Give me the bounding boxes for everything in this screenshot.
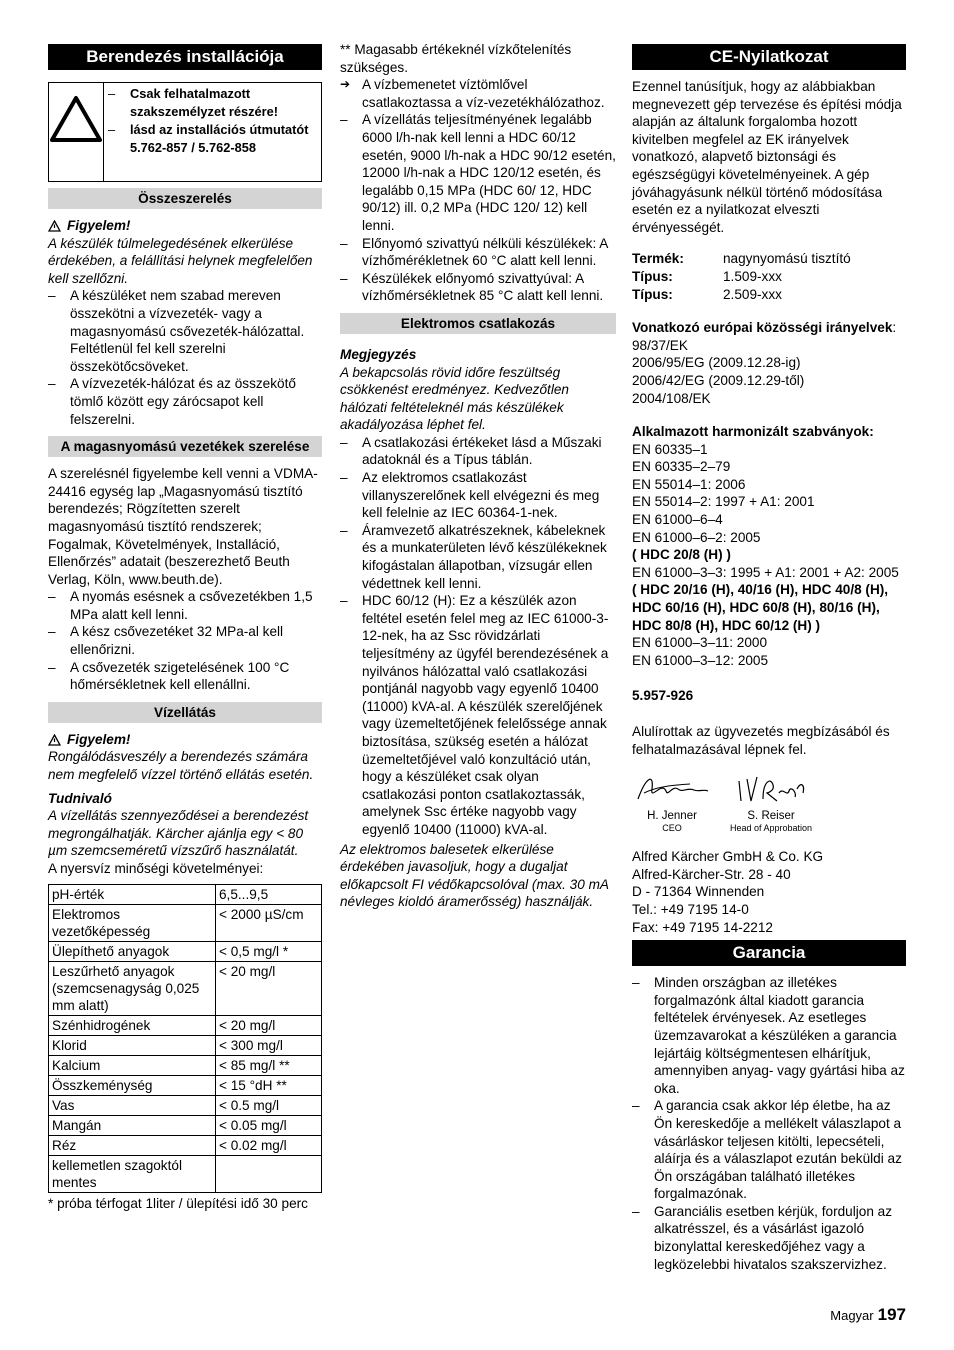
warning-text: A készülék túlmelegedésének elkerülése érdekében, a felállítási helynek megfelelően kell szellőzni. [48, 235, 313, 286]
page-footer [830, 1306, 906, 1325]
column-3 [632, 41, 906, 1273]
requirements-intro: A nyersvíz minőségi követelményei: [48, 861, 264, 876]
column-2 [340, 41, 616, 911]
limit-cell: < 2000 µS/cm [216, 904, 322, 941]
subheading-pipes: A magasnyomású vezetékek szerelése [48, 436, 322, 457]
model-group: ( HDC 20/16 (H), 40/16 (H), HDC 40/8 (H), HDC 60/16 (H), HDC 60/8 (H), 80/16 (H), HDC 80/8 (H), HDC 60/12 (H) ) [632, 582, 889, 633]
table-row [49, 1115, 322, 1135]
warning-small-icon [48, 734, 61, 746]
limit-cell [216, 1155, 322, 1192]
standard: EN 60335–1 [632, 441, 708, 457]
address-line: Alfred-Kärcher-Str. 28 - 40 [632, 866, 791, 882]
signoff-text: Alulírottak az ügyvezetés megbízásából és felhatalmazásával lépnek fel. [632, 724, 890, 757]
standard: EN 55014–2: 1997 + A1: 2001 [632, 494, 815, 510]
document-number: 5.957-926 [632, 688, 694, 704]
directive: 2006/42/EG (2009.12.29-től) [632, 372, 805, 388]
table-row [49, 961, 322, 1015]
standard: EN 61000–3–11: 2000 [632, 635, 768, 651]
list-item: – A vízvezeték-hálózat és az összekötő tömlő között egy zárócsapot kell felszerelni. [48, 375, 322, 428]
list-item: – Áramvezető alkatrészeknek, kábeleknek és a munkaterületen lévő készülékeknek kifogástalan állapotban, vízsugár ellen védettnek kell lenni. [340, 522, 616, 592]
directive: 2006/95/EG (2009.12.28-ig) [632, 355, 801, 371]
warning-text: Rongálódásveszély a berendezés számára nem megfelelő vízzel történő ellátás esetén. [48, 749, 314, 783]
list-item: – Az elektromos csatlakozást villanyszerelőnek kell elvégezni és meg kell felelnie az IEC 60364-1-nek. [340, 469, 616, 522]
table-row [49, 1095, 322, 1115]
warning-box [48, 82, 322, 182]
note-label: Megjegyzés [340, 346, 417, 362]
address-line: Tel.: +49 7195 14-0 [632, 901, 749, 917]
parameter-cell: Vas [49, 1095, 216, 1115]
list-item: – Minden országban az illetékes forgalmazónk által kiadott garancia feltételek érvényesek. Az esetleges üzemzavarokat a készüléken a garancia lejártáig költségmentesen elhárítjuk, amennyiben anyag- vagy gyártási hiba az oka. [632, 974, 906, 1097]
standard: EN 55014–1: 2006 [632, 476, 746, 492]
model-group: ( HDC 20/8 (H) ) [632, 547, 731, 563]
standard: EN 61000–6–2: 2005 [632, 529, 761, 545]
ce-intro: Ezennel tanúsítjuk, hogy az alábbiakban megnevezett gép tervezése és építési módja alapján az általunk forgalomba hozott kivitelben megfelel az EK irányelvek vonatkozó, alapvető biztonsági és egészségügyi követelményeinek. A gép jóváhagyásunk nélkül történő módosítása esetén ez a nyilatkozat elveszti érvényességét. [632, 79, 902, 235]
warning-item: – Csak felhatalmazott szakszemélyzet részére! [104, 85, 317, 121]
type-row: Típus: 1.509-xxx [632, 268, 782, 284]
table-row [49, 904, 322, 941]
type-row: Típus: 2.509-xxx [632, 286, 782, 302]
table-row [49, 1035, 322, 1055]
standard: EN 61000–3–12: 2005 [632, 652, 769, 668]
warning-item: – lásd az installációs útmutatót 5.762-857 / 5.762-858 [104, 121, 317, 157]
table-footnote: * próba térfogat 1liter / ülepítési idő 30 perc [48, 1195, 308, 1211]
parameter-cell: Mangán [49, 1115, 216, 1135]
standard: EN 61000–6–4 [632, 512, 723, 528]
list-item: – A nyomás esésnek a csővezetékben 1,5 MPa alatt kell lenni. [48, 588, 322, 623]
limit-cell: < 300 mg/l [216, 1035, 322, 1055]
subheading-electric: Elektromos csatlakozás [340, 313, 616, 334]
standard: EN 61000–3–3: 1995 + A1: 2001 + A2: 2005 [632, 564, 899, 580]
parameter-cell: Leszűrhető anyagok (szemcsenagyság 0,025 mm alatt) [49, 961, 216, 1015]
warning-triangle-icon [49, 83, 104, 181]
table-row [49, 1015, 322, 1035]
address-line: Alfred Kärcher GmbH & Co. KG [632, 849, 824, 865]
arrow-item: ➔ A vízbemenetet víztömlővel csatlakoztassa a víz-vezetékhálózathoz. [340, 76, 616, 111]
limit-cell: < 0.05 mg/l [216, 1115, 322, 1135]
note-text: A bekapcsolás rövid időre feszültség csökkenést eredményez. Kedvezőtlen hálózati feltételeknél más készülékek akadályozása léphet fel. [340, 364, 569, 433]
subheading-water: Vízellátás [48, 702, 322, 723]
parameter-cell: Elektromos vezetőképesség [49, 904, 216, 941]
assembly-list [48, 287, 322, 428]
limit-cell: < 0,5 mg/l * [216, 941, 322, 961]
footnote-hardness: ** Magasabb értékeknél vízkőtelenítés szükséges. [340, 42, 572, 75]
limit-cell: < 20 mg/l [216, 961, 322, 1015]
water-supply-list [340, 111, 616, 305]
list-item: – Előnyomó szivattyú nélküli készülékek: A vízhőmérékletnek 60 °C alatt kell lenni. [340, 235, 616, 270]
standards-label: Alkalmazott harmonizált szabványok: [632, 424, 874, 440]
limit-cell: < 20 mg/l [216, 1015, 322, 1035]
parameter-cell: Kalcium [49, 1055, 216, 1075]
limit-cell: < 0.5 mg/l [216, 1095, 322, 1115]
limit-cell: 6,5...9,5 [216, 884, 322, 904]
directives-label: Vonatkozó európai közösségi irányelvek: [632, 320, 897, 336]
table-row [49, 941, 322, 961]
list-item: – Garanciális esetben kérjük, forduljon az alkatrésszel, és a vásárlást igazoló bizonylattal kereskedőjéhez vagy a legközelebbi hivatalos szakszervizhez. [632, 1203, 906, 1273]
list-item: – Készülékek előnyomó szivattyúval: A vízhőmérsékletnek 85 °C alatt kell lenni. [340, 270, 616, 305]
address-line: Fax: +49 7195 14-2212 [632, 919, 773, 935]
signatures [632, 770, 906, 834]
list-item: – A kész csővezetéket 32 MPa-al kell ellenőrizni. [48, 623, 322, 658]
electric-list [340, 434, 616, 839]
page-number: 197 [877, 1305, 906, 1324]
product-row: Termék: nagynyomású tisztító [632, 251, 851, 267]
pipes-list [48, 588, 322, 694]
list-item: – HDC 60/12 (H): Ez a készülék azon feltétel esetén felel meg az IEC 61000-3-12-nek, ha az Ssc rövidzárlati teljesítmény az ügyfél berendezésének a nyilvános hálózattal való csatlakozási pontjánál nagyobb vagy egyenlő 10400 (11000) kVA-al. A készülék szerelőjének vagy üzemeltetőjének felelőssége annak biztosítása, szükség esetén a hálózat üzemeltetőjével való konzultáció után, hogy a készüléket csak olyan csatlakozási ponton csatlakoztassák, amelynek Ssc értéke nagyobb vagy egyenlő 10400 (11000) kVA-al. [340, 592, 616, 838]
signature-reiser: S. Reiser Head of Approbation [730, 771, 812, 834]
parameter-cell: Összkeménység [49, 1075, 216, 1095]
warning-list [104, 83, 321, 181]
signature-jenner-icon [632, 771, 712, 807]
note-label: Tudnivaló [48, 790, 112, 806]
water-quality-table [48, 884, 322, 1193]
column-1 [48, 41, 322, 1212]
parameter-cell: Réz [49, 1135, 216, 1155]
warning-label: Figyelem! [48, 731, 322, 749]
parameter-cell: Szénhidrogének [49, 1015, 216, 1035]
list-item: – A csővezeték szigetelésének 100 °C hőmérsékletnek kell ellenállni. [48, 659, 322, 694]
closing-note: Az elektromos balesetek elkerülése érdekében javasoljuk, hogy a dugaljat előkapcsolt FI védőkapcsolóval (max. 30 mA névleges kioldó áramerősség) használják. [340, 841, 609, 910]
parameter-cell: pH-érték [49, 884, 216, 904]
parameter-cell: Klorid [49, 1035, 216, 1055]
section-title-installation: Berendezés installációja [48, 44, 322, 70]
parameter-cell: Ülepíthető anyagok [49, 941, 216, 961]
warranty-list [632, 974, 906, 1273]
standard: EN 60335–2–79 [632, 459, 731, 475]
table-row [49, 1135, 322, 1155]
warning-small-icon [48, 220, 61, 232]
parameter-cell: kellemetlen szagoktól mentes [49, 1155, 216, 1192]
list-item: – A garancia csak akkor lép életbe, ha az Ön kereskedője a mellékelt válaszlapot a vásárláskor teljesen kitölti, lepecsételi, aláírja és a válaszlapot ezután beküldi az Ön országában található illetékes forgalmazónak. [632, 1097, 906, 1203]
warning-label: Figyelem! [48, 217, 322, 235]
table-row [49, 884, 322, 904]
limit-cell: < 85 mg/l ** [216, 1055, 322, 1075]
footer-language: Magyar [830, 1308, 874, 1323]
table-row [49, 1055, 322, 1075]
list-item: – A készüléket nem szabad mereven összekötni a vízvezeték- vagy a magasnyomású csővezeték-hálózattal. Feltétlenül fel kell szerelni összekötőcsöveket. [48, 287, 322, 375]
section-title-ce: CE-Nyilatkozat [632, 44, 906, 70]
list-item: – A vízellátás teljesítményének legalább 6000 l/h-nak kell lenni a HDC 60/12 esetén, 9000 l/h-nak a HDC 90/12 esetén, 12000 l/h-nak a HDC 120/12 esetén, és legalább 0,15 MPa (HDC 60/ 12, HDC 90/12) ill. 0,2 MPa (HDC 120/ 12) kell lenni. [340, 111, 616, 234]
address-line: D - 71364 Winnenden [632, 884, 765, 900]
note-text: A vízellátás szennyeződései a berendezést megrongálhatják. Kärcher ajánlja egy < 80 µm szemcseméretű vízszűrő használatát. [48, 808, 309, 859]
table-row [49, 1155, 322, 1192]
directive: 98/37/EK [632, 337, 688, 353]
directive: 2004/108/EK [632, 390, 711, 406]
limit-cell: < 15 °dH ** [216, 1075, 322, 1095]
subheading-assembly: Összeszerelés [48, 188, 322, 209]
table-row [49, 1075, 322, 1095]
arrow-list [340, 76, 616, 111]
pipes-intro: A szerelésnél figyelembe kell venni a VDMA-24416 egység lap „Magasnyomású tisztító berendezés; Rögzítetten szerelt magasnyomású tisztító rendszerek; Fogalmak, Követelmények, Installáció, Ellenőrzés” adatait (beszerezhető Beuth Verlag, Köln, www.beuth.de). [48, 466, 318, 587]
limit-cell: < 0.02 mg/l [216, 1135, 322, 1155]
list-item: – A csatlakozási értékeket lásd a Műszaki adatoknál és a Típus táblán. [340, 434, 616, 469]
section-title-warranty: Garancia [632, 940, 906, 966]
signature-reiser-icon [731, 771, 811, 807]
signature-jenner: H. Jenner CEO [632, 771, 712, 834]
